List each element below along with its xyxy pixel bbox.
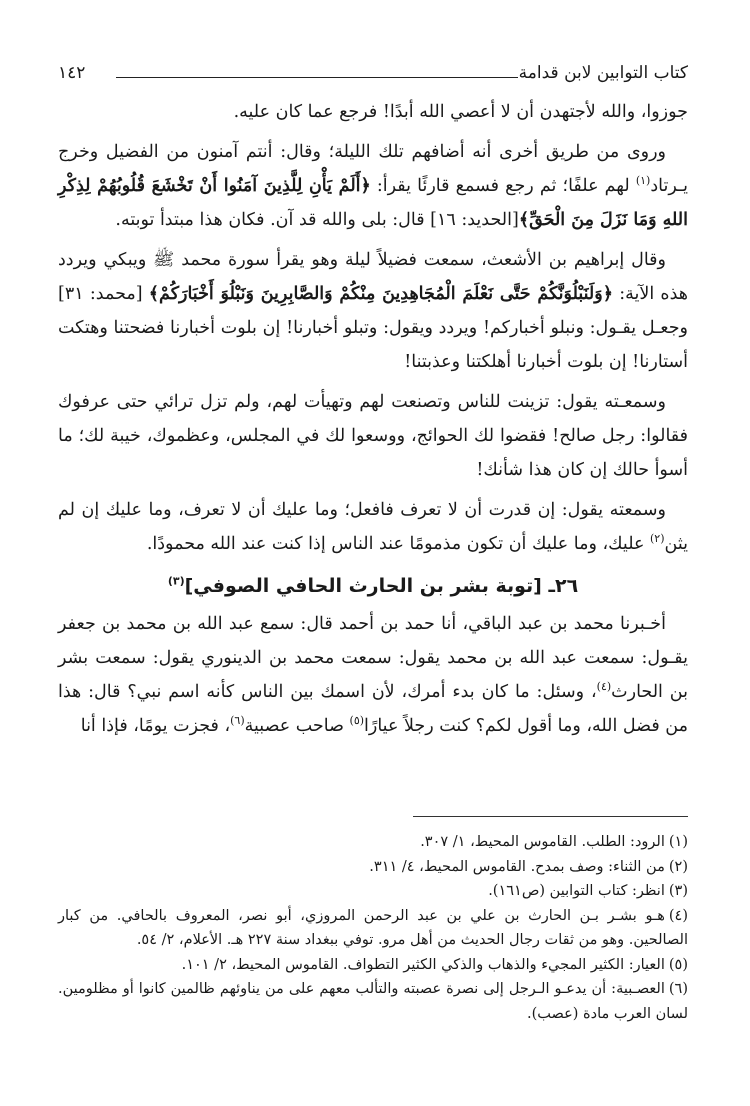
footnote-6-text: العصـبية: أن يدعـو الـرجل إلى نصرة عصبته والتألب معهم على من يناوئهم ظالمين كانوا أو مظلومين. لسان العرب مادة (عصب). [58,981,688,1022]
footnote-4-text: هـو بشـر بـن الحارث بن علي بن عبد الرحمن المروزي، أبو نصر، المعروف بالحافي. من كبار الصالحين. وهو من ثقات رجال الحديث من أهل مرو. توفي ببغداد سنة ٢٢٧ هـ. الأعلام، ٢/ ٥٤. [58,907,688,948]
main-text [58,95,688,743]
paragraph-1 [58,95,688,129]
footnote-3 [58,879,688,904]
paragraph-6-text-a: أخـبرنا محمد بن عبد الباقي، أنا حمد بن أحمد قال: سمع عبد الله بن محمد بن جعفر يقـول: سمعت عبد الله بن محمد يقول: سمعت محمد بن الدينوري يقول: سمعت بشر بن الحارث [58,614,688,702]
footnote-separator [413,816,688,817]
header-title: كتاب التوابين لابن قدامة [518,63,688,83]
paragraph-6-text-b: ، وسئل: ما كان بدء أمرك، لأن اسمك بين الناس كأنه اسم نبي؟ قال: هذا من فضل الله، وما أقول لكم؟ كنت رجلاً عيارًا [58,682,688,736]
footnote-1 [58,830,688,855]
footnote-3-text: انظر: كتاب التوابين (ص١٦١). [488,883,665,899]
paragraph-3-text-b: [محمد: ٣١] وجعـل يقـول: ونبلو أخباركم! ويردد ويقول: وتبلو أخبارنا! إن بلوت أخبارنا فضحتنا وهتكت أستارنا! إن بلوت أخبارنا أهلكتنا وعذبتنا! [58,284,688,372]
paragraph-3 [58,243,688,379]
footnote-ref-6[interactable]: (٦) [230,714,245,728]
paragraph-6-text-d: ، فجزت يومًا، فإذا أنا [80,716,231,736]
footnote-2-number: (٢) [668,858,688,875]
paragraph-5-text-b: عليك، وما عليك أن تكون مذمومًا عند الناس إذا كنت عند الله محمودًا. [146,534,650,554]
page-number: ١٤٢ [58,63,86,83]
footnote-4 [58,904,688,953]
paragraph-5 [58,493,688,561]
footnotes [58,830,688,1026]
paragraph-1-text: جوزوا، والله لأجتهدن أن لا أعصي الله أبدًا! فرجع عما كان عليه. [233,102,688,122]
footnote-5 [58,953,688,978]
footnote-2 [58,855,688,880]
footnote-4-number: (٤) [668,907,688,924]
footnote-ref-5[interactable]: (٥) [349,714,365,728]
footnote-1-text: الرود: الطلب. القاموس المحيط، ١/ ٣٠٧. [420,834,665,850]
running-header [58,60,688,86]
header-rule [116,77,518,78]
footnote-ref-2[interactable]: (٢) [650,532,665,546]
paragraph-6 [58,607,688,743]
paragraph-2-text-b: لهم علفًا؛ ثم رجع فسمع قارئًا يقرأ: [370,176,636,196]
paragraph-4-text: وسمعـته يقول: تزينت للناس وتصنعت لهم وتهيأت لهم، ولم تزل ترائي حتى عرفوك فقالوا: رجل صالح! فقضوا لك الحوائج، ووسعوا لك في المجلس، وعظموك، خيبة لك؛ ما أسوأ حالك إن كان هذا شأنك! [58,392,688,480]
section-heading-text: ٢٦ـ [توبة بشر بن الحارث الحافي الصوفي] [184,575,579,597]
footnote-6-number: (٦) [668,981,688,997]
section-heading [58,569,688,603]
footnote-5-text: العيار: الكثير المجيء والذهاب والذكي الكثير التطواف. القاموس المحيط، ٢/ ١٠١. [181,956,665,973]
footnote-ref-4[interactable]: (٤) [596,680,612,694]
footnote-5-number: (٥) [668,956,688,973]
paragraph-4 [58,385,688,487]
footnote-3-number: (٣) [668,883,688,899]
paragraph-2-text-a: وروى من طريق أخرى أنه أضافهم تلك الليلة؛ وقال: أنتم آمنون من الفضيل وخرج يـرتاد [58,142,688,196]
paragraph-6-text-c: صاحب عصبية [244,716,350,736]
paragraph-5-text-a: وسمعته يقول: إن قدرت أن لا تعرف فافعل؛ وما عليك أن لا تعرف، وما عليك إن لم يثن [58,500,688,554]
paragraph-2 [58,135,688,237]
footnote-1-number: (١) [668,834,688,850]
quran-verse-1: ﴿أَلَمْ يَأْنِ لِلَّذِينَ آمَنُوا أَنْ تَخْشَعَ قُلُوبُهُمْ لِذِكْرِ اللهِ وَمَا نَزَلَ مِنَ الْحَقِّ﴾ [58,176,688,230]
footnote-2-text: من الثناء: وصف بمدح. القاموس المحيط، ٤/ ٣١١. [369,858,665,875]
quran-verse-2: ﴿وَلَنَبْلُوَنَّكُمْ حَتَّى نَعْلَمَ الْمُجَاهِدِينَ مِنْكُمْ وَالصَّابِرِينَ وَنَبْلُوَ أَخْبَارَكُمْ﴾ [148,284,613,304]
footnote-ref-3[interactable]: (٣) [167,574,185,588]
footnote-ref-1[interactable]: (١) [635,174,651,188]
paragraph-2-text-c: [الحديد: ١٦] قال: بلى والله قد آن. فكان هذا مبتدأ توبته. [115,210,519,230]
footnote-6 [58,977,688,1026]
paragraph-3-text-a: وقال إبراهيم بن الأشعث، سمعت فضيلاً ليلة وهو يقرأ سورة محمد ﷺ ويبكي ويردد هذه الآية: [58,250,689,304]
